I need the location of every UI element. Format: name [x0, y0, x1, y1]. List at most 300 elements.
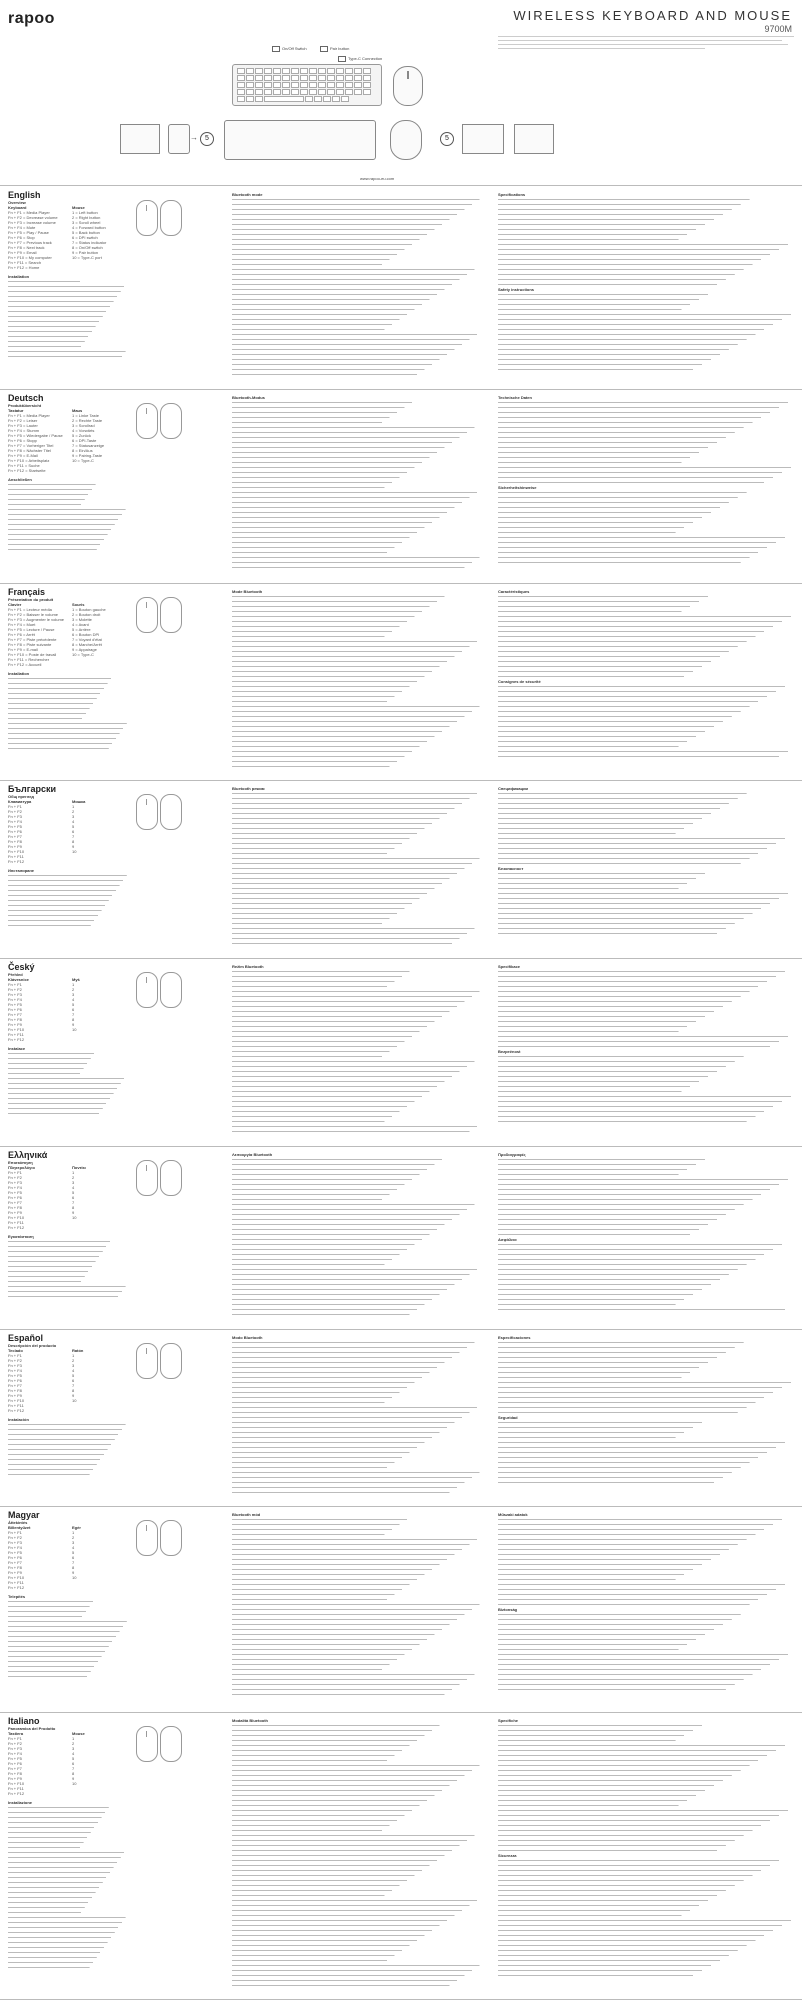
safety-heading: Safety instructions — [498, 287, 535, 292]
install-heading: Instalación — [8, 1417, 29, 1422]
key-function-item: Fn + F7 — [8, 1200, 22, 1205]
key-function-item: Fn + F10 = Arbeitsplatz — [8, 458, 50, 463]
mouse-column — [72, 977, 130, 1032]
mouse-part-item: 8 — [72, 1205, 75, 1210]
language-section — [0, 1506, 802, 1713]
key-function-item: Fn + F4 — [8, 819, 22, 824]
key-function-item: Fn + F7 — [8, 1766, 22, 1771]
mouse-part-item: 8 — [72, 1388, 75, 1393]
language-section — [0, 780, 802, 959]
mouse-part-item: 8 = Marche/Arrêt — [72, 642, 102, 647]
language-section — [0, 389, 802, 584]
specs-column — [498, 1335, 794, 1485]
key-function-item: Fn + F12 = Startseite — [8, 468, 46, 473]
mouse-heading: Mouse — [72, 1731, 85, 1736]
key-function-item: Fn + F8 = Piste suivante — [8, 642, 52, 647]
key-function-item: Fn + F12 = Home — [8, 265, 40, 270]
key-function-item: Fn + F10 — [8, 1215, 25, 1220]
key-function-item: Fn + F1 — [8, 1530, 22, 1535]
key-function-item: Fn + F7 — [8, 834, 22, 839]
key-function-item: Fn + F3 — [8, 1746, 22, 1751]
key-function-item: Fn + F1 = Lecteur média — [8, 607, 52, 612]
install-heading: Telepítés — [8, 1594, 26, 1599]
key-function-item: Fn + F10 — [8, 849, 25, 854]
mouse-top-icon — [136, 1726, 158, 1762]
mouse-part-item: 10 — [72, 1781, 77, 1786]
mouse-part-item: 7 = Statusanzeige — [72, 443, 105, 448]
mouse-bottom-icon — [160, 200, 182, 236]
mouse-part-item: 1 = Linke Taste — [72, 413, 99, 418]
bt-heading: Režim Bluetooth — [232, 964, 264, 969]
mouse-part-item: 2 = Rechte Taste — [72, 418, 103, 423]
language-section — [0, 1146, 802, 1330]
monitor-illustration — [514, 124, 554, 154]
mouse-part-item: 9 — [72, 1210, 75, 1215]
mouse-part-item: 6 — [72, 1378, 75, 1383]
key-function-item: Fn + F2 = Baisser le volume — [8, 612, 59, 617]
mouse-part-item: 4 — [72, 819, 75, 824]
keyboard-side-illustration — [224, 120, 376, 160]
key-function-item: Fn + F8 — [8, 1205, 22, 1210]
key-function-item: Fn + F12 = Accueil — [8, 662, 42, 667]
mouse-part-item: 10 — [72, 1215, 77, 1220]
mouse-heading: Maus — [72, 408, 83, 413]
mouse-part-item: 4 — [72, 997, 75, 1002]
mouse-part-item: 5 = Back button — [72, 230, 100, 235]
key-function-item: Fn + F7 = Piste précédente — [8, 637, 57, 642]
bt-heading: Λειτουργία Bluetooth — [232, 1152, 273, 1157]
key-function-item: Fn + F11 — [8, 1403, 24, 1408]
key-function-item: Fn + F11 — [8, 1220, 24, 1225]
key-function-item: Fn + F8 — [8, 839, 22, 844]
mouse-top-icon — [136, 1520, 158, 1556]
key-function-item: Fn + F3 — [8, 1180, 22, 1185]
key-function-item: Fn + F2 — [8, 809, 22, 814]
language-title: Español — [8, 1333, 44, 1343]
mouse-part-item: 4 = Vorwärts — [72, 428, 95, 433]
key-function-item: Fn + F11 — [8, 854, 24, 859]
install-heading: Anschließen — [8, 477, 32, 482]
mouse-top-icon — [136, 1160, 158, 1196]
key-function-item: Fn + F5 — [8, 1002, 22, 1007]
key-function-item: Fn + F3 — [8, 1363, 22, 1368]
mouse-part-item: 5 — [72, 824, 75, 829]
mouse-part-item: 5 — [72, 1550, 75, 1555]
specs-column — [498, 1718, 794, 1978]
key-function-item: Fn + F6 = Stop — [8, 235, 35, 240]
key-function-item: Fn + F12 — [8, 1037, 25, 1042]
mouse-part-item: 9 — [72, 1570, 75, 1575]
mouse-part-item: 4 = Forward button — [72, 225, 106, 230]
mouse-heading: Myš — [72, 977, 80, 982]
bluetooth-column — [232, 589, 482, 769]
key-function-item: Fn + F11 = Rechercher — [8, 657, 50, 662]
key-function-item: Fn + F9 — [8, 1210, 22, 1215]
safety-heading: Безопасност — [498, 866, 524, 871]
mouse-illustration — [393, 66, 423, 106]
mouse-part-item: 3 = Scroll wheel — [72, 220, 101, 225]
mouse-part-item: 4 — [72, 1545, 75, 1550]
key-function-item: Fn + F12 — [8, 1585, 25, 1590]
key-function-item: Fn + F1 — [8, 982, 22, 987]
mouse-part-item: 10 = Type-C — [72, 458, 94, 463]
mouse-top-icon — [136, 1343, 158, 1379]
keyboard-heading: Klávesnice — [8, 977, 29, 982]
mouse-part-item: 9 — [72, 1776, 75, 1781]
safety-heading: Biztonság — [498, 1607, 518, 1612]
mouse-part-item: 7 — [72, 1560, 75, 1565]
mouse-part-item: 3 — [72, 1180, 75, 1185]
phone-illustration — [168, 124, 190, 154]
key-function-item: Fn + F1 — [8, 1736, 22, 1741]
language-section — [0, 583, 802, 781]
keyboard-heading: Tastiera — [8, 1731, 24, 1736]
mouse-part-item: 3 — [72, 1363, 75, 1368]
language-section — [0, 186, 802, 390]
mouse-part-item: 5 = Arrière — [72, 627, 91, 632]
key-function-item: Fn + F5 — [8, 1373, 22, 1378]
mouse-side-illustration — [390, 120, 422, 160]
language-title: Český — [8, 962, 35, 972]
tablet-illustration — [120, 124, 160, 154]
specs-column — [498, 589, 794, 759]
key-function-item: Fn + F10 — [8, 1027, 25, 1032]
mouse-part-item: 6 = Bouton DPI — [72, 632, 100, 637]
bt-heading: Mode Bluetooth — [232, 589, 263, 594]
mouse-part-item: 8 — [72, 1565, 75, 1570]
mouse-part-item: 10 — [72, 1027, 77, 1032]
bt-heading: Bluetooth-Modus — [232, 395, 265, 400]
mouse-bottom-icon — [160, 1343, 182, 1379]
key-function-item: Fn + F6 — [8, 1378, 22, 1383]
install-heading: Instalace — [8, 1046, 26, 1051]
mouse-part-item: 10 — [72, 1398, 77, 1403]
mouse-part-item: 4 — [72, 1368, 75, 1373]
key-function-item: Fn + F10 — [8, 1398, 25, 1403]
mouse-part-item: 3 — [72, 1746, 75, 1751]
keyboard-illustration — [232, 64, 382, 106]
specs-heading: Specifikace — [498, 964, 521, 969]
install-heading: Инсталиране — [8, 868, 35, 873]
language-title: Magyar — [8, 1510, 40, 1520]
key-function-item: Fn + F4 = Stumm — [8, 428, 40, 433]
mouse-part-item: 2 — [72, 1741, 75, 1746]
mouse-list — [72, 982, 130, 1032]
key-function-item: Fn + F2 — [8, 1741, 22, 1746]
keyboard-heading: Πληκτρολόγιο — [8, 1165, 35, 1170]
mouse-top-icon — [136, 794, 158, 830]
arrow-icon: → — [190, 133, 198, 142]
language-title: Deutsch — [8, 393, 44, 403]
mouse-part-item: 9 = Pairing-Taste — [72, 453, 103, 458]
specs-column — [498, 395, 794, 565]
mouse-column — [72, 1348, 130, 1403]
mouse-column — [72, 1525, 130, 1580]
key-function-item: Fn + F1 = Media Player — [8, 413, 50, 418]
keyboard-heading: Tastatur — [8, 408, 24, 413]
key-function-item: Fn + F11 — [8, 1580, 24, 1585]
safety-heading: Seguridad — [498, 1415, 518, 1420]
keyboard-callout-pair: Pair button — [320, 46, 349, 52]
mouse-part-item: 9 = Appairage — [72, 647, 97, 652]
mouse-list — [72, 413, 130, 463]
mouse-list — [72, 1736, 130, 1786]
key-function-item: Fn + F10 — [8, 1781, 25, 1786]
bluetooth-column — [232, 1335, 482, 1495]
mouse-list — [72, 1530, 130, 1580]
step-icon-2: 5 — [440, 132, 454, 146]
key-function-item: Fn + F6 — [8, 1761, 22, 1766]
bluetooth-column — [232, 1718, 482, 1988]
install-heading: Installazione — [8, 1800, 33, 1805]
mouse-part-item: 5 — [72, 1002, 75, 1007]
specs-heading: Caractéristiques — [498, 589, 530, 594]
mouse-top-icon — [136, 200, 158, 236]
mouse-heading: Ratón — [72, 1348, 84, 1353]
mouse-bottom-icon — [160, 1160, 182, 1196]
key-function-item: Fn + F12 — [8, 1791, 25, 1796]
bt-heading: Modo Bluetooth — [232, 1335, 263, 1340]
specs-column — [498, 1152, 794, 1312]
mouse-column — [72, 799, 130, 854]
intro-text — [498, 34, 794, 50]
key-function-item: Fn + F7 = Previous track — [8, 240, 52, 245]
key-function-item: Fn + F8 — [8, 1388, 22, 1393]
mouse-part-item: 2 — [72, 1358, 75, 1363]
key-function-item: Fn + F11 — [8, 1786, 24, 1791]
specs-column — [498, 1512, 794, 1692]
mouse-part-item: 6 — [72, 1555, 75, 1560]
key-function-item: Fn + F4 — [8, 1185, 22, 1190]
mouse-heading: Ποντίκι — [72, 1165, 86, 1170]
mouse-part-item: 10 — [72, 1575, 77, 1580]
key-function-item: Fn + F9 — [8, 1776, 22, 1781]
key-function-item: Fn + F3 — [8, 814, 22, 819]
specs-heading: Specifiche — [498, 1718, 519, 1723]
bt-heading: Bluetooth mód — [232, 1512, 261, 1517]
key-function-item: Fn + F1 — [8, 804, 22, 809]
mouse-part-item: 3 = Scrollrad — [72, 423, 95, 428]
safety-heading: Bezpečnost — [498, 1049, 521, 1054]
key-function-item: Fn + F3 = Lauter — [8, 423, 38, 428]
mouse-part-item: 7 — [72, 1200, 75, 1205]
mouse-bottom-icon — [160, 403, 182, 439]
specs-heading: Technische Daten — [498, 395, 532, 400]
key-function-item: Fn + F6 — [8, 1007, 22, 1012]
key-function-item: Fn + F3 = Augmenter le volume — [8, 617, 65, 622]
step-icon: 5 — [200, 132, 214, 146]
keyboard-heading: Billentyűzet — [8, 1525, 31, 1530]
key-function-item: Fn + F2 — [8, 987, 22, 992]
mouse-part-item: 8 — [72, 1017, 75, 1022]
safety-heading: Consignes de sécurité — [498, 679, 541, 684]
bt-heading: Bluetooth mode — [232, 192, 263, 197]
key-function-item: Fn + F5 — [8, 1756, 22, 1761]
mouse-part-item: 3 — [72, 814, 75, 819]
header — [0, 0, 802, 186]
key-function-item: Fn + F5 — [8, 824, 22, 829]
key-function-item: Fn + F11 — [8, 1032, 24, 1037]
mouse-part-item: 8 = Ein/Aus — [72, 448, 93, 453]
mouse-part-item: 9 = Pair button — [72, 250, 99, 255]
overview-heading: Descripción del producto — [8, 1343, 57, 1348]
key-function-item: Fn + F9 — [8, 1570, 22, 1575]
overview-heading: Áttekintés — [8, 1520, 28, 1525]
key-function-item: Fn + F2 = Decrease volume — [8, 215, 58, 220]
keyboard-callout-typec: Type-C Connection — [338, 56, 382, 62]
mouse-part-item: 1 — [72, 1530, 75, 1535]
mouse-part-item: 7 = Status indicator — [72, 240, 107, 245]
key-function-item: Fn + F12 — [8, 1408, 25, 1413]
key-function-item: Fn + F5 — [8, 1550, 22, 1555]
key-function-item: Fn + F4 — [8, 997, 22, 1002]
mouse-part-item: 2 — [72, 809, 75, 814]
key-function-item: Fn + F9 = Email — [8, 250, 37, 255]
key-function-item: Fn + F4 — [8, 1545, 22, 1550]
mouse-part-item: 8 = On/Off switch — [72, 245, 103, 250]
mouse-part-item: 1 — [72, 804, 75, 809]
mouse-part-item: 2 = Right button — [72, 215, 101, 220]
mouse-part-item: 1 — [72, 1170, 75, 1175]
key-function-item: Fn + F2 = Leiser — [8, 418, 38, 423]
key-function-item: Fn + F7 — [8, 1383, 22, 1388]
language-title: English — [8, 190, 41, 200]
key-function-item: Fn + F5 = Lecture / Pause — [8, 627, 55, 632]
safety-heading: Sicherheitshinweise — [498, 485, 537, 490]
keyboard-callout-switch: On/Off Switch — [272, 46, 307, 52]
install-heading: Installation — [8, 274, 30, 279]
specs-heading: Especificaciones — [498, 1335, 531, 1340]
key-function-item: Fn + F10 — [8, 1575, 25, 1580]
key-function-item: Fn + F1 — [8, 1170, 22, 1175]
overview-heading: Общ преглед — [8, 794, 34, 799]
mouse-top-icon — [136, 403, 158, 439]
key-function-item: Fn + F9 — [8, 1022, 22, 1027]
mouse-part-item: 1 = Bouton gauche — [72, 607, 106, 612]
mouse-part-item: 6 — [72, 1195, 75, 1200]
bluetooth-column — [232, 1152, 482, 1317]
mouse-bottom-icon — [160, 1726, 182, 1762]
key-function-item: Fn + F3 — [8, 992, 22, 997]
overview-heading: Présentation du produit — [8, 597, 54, 602]
key-function-item: Fn + F6 = Arrêt — [8, 632, 35, 637]
install-heading: Εγκατάσταση — [8, 1234, 34, 1239]
language-title: Italiano — [8, 1716, 40, 1726]
specs-column — [498, 786, 794, 936]
key-function-item: Fn + F5 — [8, 1190, 22, 1195]
specs-heading: Προδιαγραφές — [498, 1152, 526, 1157]
mouse-part-item: 6 = DPI switch — [72, 235, 98, 240]
mouse-part-item: 5 — [72, 1756, 75, 1761]
key-function-item: Fn + F3 = Increase volume — [8, 220, 56, 225]
mouse-bottom-icon — [160, 1520, 182, 1556]
model-number: 9700M — [764, 24, 792, 34]
key-function-item: Fn + F11 = Search — [8, 260, 42, 265]
mouse-column — [72, 1165, 130, 1220]
mouse-list — [72, 1170, 130, 1220]
mouse-heading: Mouse — [72, 205, 85, 210]
mouse-part-item: 4 — [72, 1751, 75, 1756]
bluetooth-column — [232, 1512, 482, 1697]
key-function-item: Fn + F5 = Play / Pause — [8, 230, 49, 235]
mouse-list — [72, 607, 130, 657]
mouse-heading: Мишка — [72, 799, 86, 804]
mouse-part-item: 3 — [72, 1540, 75, 1545]
overview-heading: Přehled — [8, 972, 23, 977]
key-function-item: Fn + F4 = Mute — [8, 225, 36, 230]
mouse-bottom-icon — [160, 794, 182, 830]
mouse-part-item: 4 — [72, 1185, 75, 1190]
mouse-part-item: 6 = DPI-Taste — [72, 438, 97, 443]
mouse-part-item: 2 — [72, 987, 75, 992]
mouse-bottom-icon — [160, 597, 182, 633]
safety-heading: Ασφάλεια — [498, 1237, 517, 1242]
bluetooth-column — [232, 964, 482, 1134]
key-function-item: Fn + F2 — [8, 1358, 22, 1363]
mouse-part-item: 10 = Type-C port — [72, 255, 102, 260]
key-function-item: Fn + F7 = Vorheriger Titel — [8, 443, 54, 448]
language-section — [0, 1329, 802, 1507]
key-function-item: Fn + F9 = E-Mail — [8, 453, 38, 458]
safety-heading: Sicurezza — [498, 1853, 517, 1858]
mouse-part-item: 2 = Bouton droit — [72, 612, 101, 617]
overview-heading: Overview — [8, 200, 26, 205]
product-title: WIRELESS KEYBOARD AND MOUSE — [513, 8, 792, 23]
key-function-item: Fn + F9 = E-mail — [8, 647, 38, 652]
language-title: Български — [8, 784, 57, 794]
overview-heading: Produktübersicht — [8, 403, 42, 408]
key-function-item: Fn + F8 = Next track — [8, 245, 45, 250]
mouse-top-icon — [136, 972, 158, 1008]
mouse-part-item: 7 = Voyant d'état — [72, 637, 102, 642]
keyboard-heading: Clavier — [8, 602, 22, 607]
mouse-part-item: 5 = Zurück — [72, 433, 92, 438]
mouse-column — [72, 408, 130, 463]
key-function-item: Fn + F4 = Muet — [8, 622, 36, 627]
specs-heading: Спецификации — [498, 786, 529, 791]
mouse-part-item: 1 — [72, 1736, 75, 1741]
key-function-item: Fn + F8 — [8, 1771, 22, 1776]
mouse-part-item: 6 — [72, 829, 75, 834]
mouse-part-item: 9 — [72, 1022, 75, 1027]
specs-column — [498, 192, 794, 372]
language-section — [0, 958, 802, 1147]
mouse-part-item: 1 — [72, 1353, 75, 1358]
mouse-top-icon — [136, 597, 158, 633]
key-function-item: Fn + F12 — [8, 859, 25, 864]
key-function-item: Fn + F8 = Nächster Titel — [8, 448, 51, 453]
mouse-column — [72, 602, 130, 657]
specs-column — [498, 964, 794, 1124]
mouse-part-item: 7 — [72, 1766, 75, 1771]
overview-heading: Panoramica del Prodotto — [8, 1726, 56, 1731]
specs-heading: Specifications — [498, 192, 526, 197]
keyboard-heading: Keyboard — [8, 205, 27, 210]
key-function-item: Fn + F8 — [8, 1017, 22, 1022]
key-function-item: Fn + F8 — [8, 1565, 22, 1570]
key-function-item: Fn + F6 — [8, 829, 22, 834]
keyboard-heading: Клавиатура — [8, 799, 32, 804]
mouse-part-item: 6 — [72, 1007, 75, 1012]
key-function-item: Fn + F1 = Media Player — [8, 210, 50, 215]
key-function-item: Fn + F10 = My computer — [8, 255, 52, 260]
key-function-item: Fn + F7 — [8, 1560, 22, 1565]
mouse-column — [72, 205, 130, 260]
mouse-part-item: 10 = Type-C — [72, 652, 94, 657]
key-function-item: Fn + F6 = Stopp — [8, 438, 37, 443]
mouse-part-item: 8 — [72, 839, 75, 844]
website-url: www.rapoo-eu.com — [360, 176, 395, 181]
